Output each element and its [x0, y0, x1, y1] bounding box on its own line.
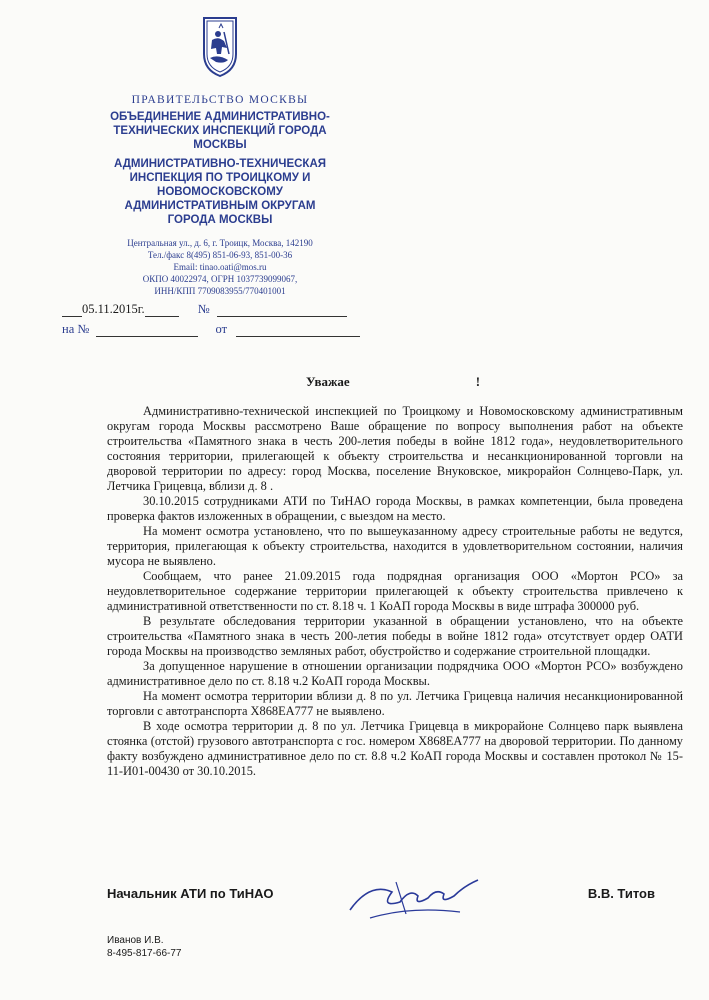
organization-name: ОБЪЕДИНЕНИЕ АДМИНИСТРАТИВНО- ТЕХНИЧЕСКИХ ИНСПЕКЦИЙ ГОРОДА МОСКВЫ	[110, 111, 330, 151]
number-label: №	[197, 302, 210, 316]
executor-info	[107, 934, 182, 960]
from-label: от	[215, 322, 228, 336]
paragraph: В результате обследования территории указанной в обращении установлено, что на объекте строительства «Памятного знака в честь 200-летия победы в войне 1812 года» отсутствует ордер ОАТИ города Москвы на производство земляных работ, обустройство и содержание строительной площадки.	[107, 614, 683, 658]
moscow-coat-of-arms-icon	[198, 14, 242, 78]
greeting: Уважае !	[306, 374, 481, 389]
executor-phone: 8-495-817-66-77	[107, 948, 182, 959]
letter-date: 05.11.2015г.	[82, 302, 145, 316]
registration-block	[62, 302, 360, 342]
executor-name: Иванов И.В.	[107, 935, 164, 946]
paragraph: За допущенное нарушение в отношении организации подрядчика ООО «Мортон РСО» возбуждено административное дело по ст. 8.18 ч.2 КоАП города Москвы.	[107, 659, 683, 688]
in-reply-label: на №	[62, 322, 90, 336]
paragraph: На момент осмотра установлено, что по вышеуказанному адресу строительные работы не ведутся, территория, прилегающая к объекту строительства, находится в удовлетворительном состоянии, наличия мусора не выявлено.	[107, 524, 683, 568]
contact-info: Центральная ул., д. 6, г. Троицк, Москва, 142190 Тел./факс 8(495) 851-06-93, 851-00-36 Email: tinao.oati@mos.ru ОКПО 40022974, ОГРН 1037739099067, ИНН/КПП 7709083955/770401001	[127, 238, 313, 296]
paragraph: Сообщаем, что ранее 21.09.2015 года подрядная организация ООО «Мортон РСО» за неудовлетворительное содержание территории прилегающей к объекту строительства привлечено к административной ответственности по ст. 8.18 ч. 1 КоАП города Москвы в виде штрафа 300000 руб.	[107, 569, 683, 613]
department-name: АДМИНИСТРАТИВНО-ТЕХНИЧЕСКАЯ ИНСПЕКЦИЯ ПО ТРОИЦКОМУ И НОВОМОСКОВСКОМУ АДМИНИСТРАТИВНЫМ ОКРУГАМ ГОРОДА МОСКВЫ	[113, 158, 327, 226]
number-field	[217, 302, 347, 317]
signature-block	[107, 886, 655, 901]
paragraph: Административно-технической инспекцией по Троицкому и Новомосковскому административным округам города Москвы рассмотрено Ваше обращение по вопросу выполнения работ на объекте строительства «Памятного знака в честь 200-летия победы в войне 1812 года», неудовлетворительного состояния территории, прилегающей к объекту строительства и несанкционированной торговли на дворовой территории по адресу: город Москва, поселение Внуковское, микрорайон Солнцево-Парк, ул. Летчика Грицевца, вблизи д. 8 .	[107, 404, 683, 493]
letterhead	[70, 14, 370, 297]
paragraph: 30.10.2015 сотрудниками АТИ по ТиНАО города Москвы, в рамках компетенции, была проведена проверка фактов изложенных в обращении, с выездом на место.	[107, 494, 683, 523]
paragraph: В ходе осмотра территории д. 8 по ул. Летчика Грицевца в микрорайоне Солнцево парк выявлена стоянка (отстой) грузового автотранспорта с гос. номером Х868ЕА777 на дворовой территории. По данному факту возбуждено административное дело по ст. 8.8 ч.2 КоАП города Москвы и составлен протокол № 15-11-И01-00430 от 30.10.2015.	[107, 719, 683, 778]
signer-position: Начальник АТИ по ТиНАО	[107, 886, 274, 901]
government-name: ПРАВИТЕЛЬСТВО МОСКВЫ	[131, 94, 309, 106]
letter-body	[107, 404, 683, 779]
signer-name: В.В. Титов	[587, 886, 655, 901]
paragraph: На момент осмотра территории вблизи д. 8 по ул. Летчика Грицевца наличия несанкционированной торговли с автотранспорта Х868ЕА777 не выявлено.	[107, 689, 683, 718]
in-reply-field	[96, 322, 198, 337]
redacted-name	[350, 376, 476, 391]
from-field	[236, 322, 360, 337]
